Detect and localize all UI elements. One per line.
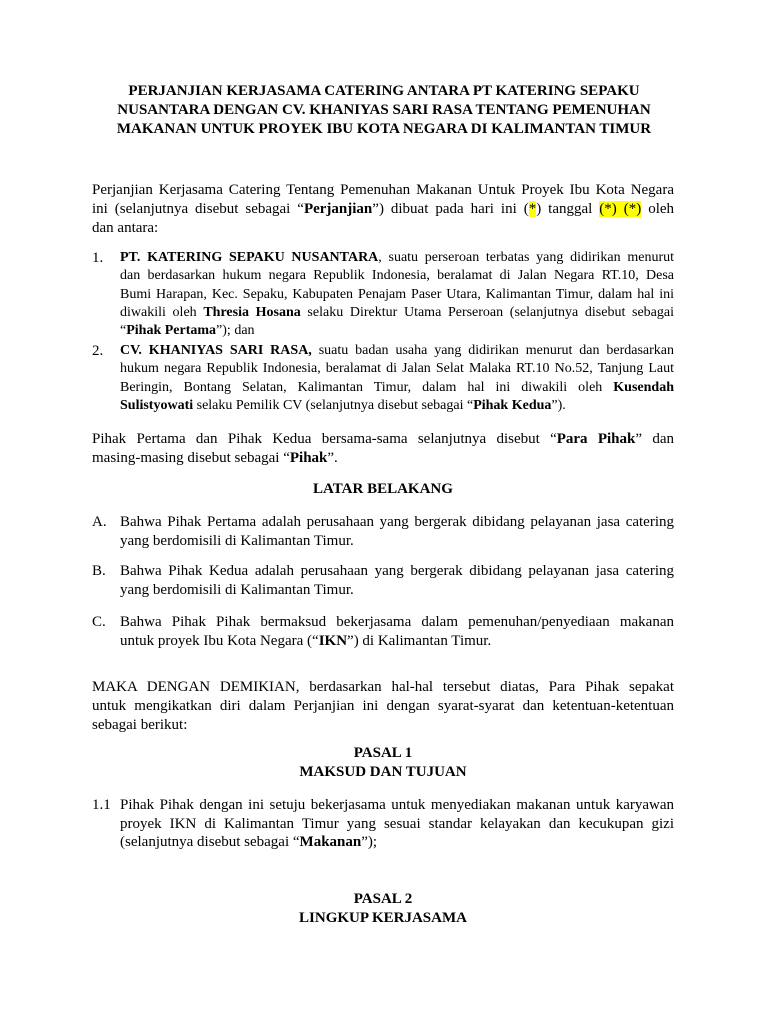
party-line: Bumi Harapan, Kec. Sepaku, Kabupaten Penajam Paser Utara, Kalimantan Timur, dalam hal ini xyxy=(120,286,674,302)
text: Pihak Pertama dan Pihak Kedua bersama-sama selanjutnya disebut “ xyxy=(92,431,557,447)
text: selaku Direktur Utama Perseroan (selanjutnya disebut sebagai xyxy=(300,304,674,320)
text: ”). xyxy=(551,397,566,413)
text: ini (selanjutnya disebut sebagai “ xyxy=(92,201,304,217)
term-para-pihak: Para Pihak xyxy=(556,431,636,447)
party-line xyxy=(120,397,674,415)
party-line: hukum negara Republik Indonesia, beralamat di Jalan Selat Malaka RT.10 No.52, Tanjung Laut xyxy=(120,361,674,377)
text: ”. xyxy=(327,450,338,466)
item-line: Pihak Pihak dengan ini setuju bekerjasama untuk menyediakan makanan untuk karyawan xyxy=(120,797,674,813)
intro-line: Perjanjian Kerjasama Catering Tentang Pemenuhan Makanan Untuk Proyek Ibu Kota Negara xyxy=(92,182,674,198)
term-pihak-kedua: Pihak Kedua xyxy=(473,397,552,413)
heading-text: LATAR BELAKANG xyxy=(313,481,453,497)
text: oleh xyxy=(641,201,675,217)
text: untuk proyek Ibu Kota Negara (“ xyxy=(120,632,319,649)
placeholder-day: * xyxy=(528,201,537,217)
term-pihak-pertama: Pihak Pertama xyxy=(126,323,217,339)
term-pihak: Pihak xyxy=(289,450,328,466)
heading-text: PASAL 1 xyxy=(353,745,413,761)
term-makanan: Makanan xyxy=(299,834,362,850)
party-number: 2. xyxy=(92,343,104,359)
para-line: sebagai berikut: xyxy=(92,717,188,733)
representative-name: Thresia Hosana xyxy=(203,304,301,320)
para-line xyxy=(92,430,674,449)
text: selaku Pemilik CV (selanjutnya disebut sebagai “ xyxy=(193,397,474,413)
heading-text: PASAL 2 xyxy=(353,891,413,907)
item-line: yang berdomisili di Kalimantan Timur. xyxy=(120,532,354,549)
party-line xyxy=(120,342,674,360)
item-letter: B. xyxy=(92,563,106,579)
document-title xyxy=(60,82,708,139)
text: “ xyxy=(120,323,127,339)
item-letter: A. xyxy=(92,514,107,530)
party-line xyxy=(120,304,674,322)
item-number: 1.1 xyxy=(92,797,111,813)
text: masing-masing disebut sebagai “ xyxy=(92,450,290,466)
term-ikn: IKN xyxy=(318,632,348,649)
text: suatu badan usaha yang didirikan menurut dan berdasarkan xyxy=(311,343,674,358)
para-pihak-paragraph xyxy=(92,430,674,468)
intro-line xyxy=(92,200,674,219)
para-line xyxy=(92,449,674,468)
party-line xyxy=(120,322,674,340)
section-heading-latar-belakang xyxy=(92,480,674,499)
party-2 xyxy=(92,342,674,415)
subheading-text: LINGKUP KERJASAMA xyxy=(299,910,467,926)
text: ”) di Kalimantan Timur. xyxy=(347,632,492,649)
representative-name: Kusendah xyxy=(613,379,674,395)
party-line: dan berdasarkan hukum negara Republik Indonesia, beralamat di Jalan Negara RT.10, Desa xyxy=(120,268,674,284)
text: ”); xyxy=(361,834,378,850)
pasal-1-heading xyxy=(92,744,674,782)
item-line: proyek IKN di Kalimantan Timur yang sesuai standar kelayakan dan kecukupan gizi xyxy=(120,815,674,832)
text: ) tanggal xyxy=(536,201,600,217)
item-line: yang berdomisili di Kalimantan Timur. xyxy=(120,581,354,598)
intro-paragraph xyxy=(92,181,674,238)
item-line: Bahwa Pihak Pihak bermaksud bekerjasama dalam pemenuhan/penyediaan makanan xyxy=(120,614,674,630)
party-name: PT. KATERING SEPAKU NUSANTARA xyxy=(120,250,379,265)
intro-line: dan antara: xyxy=(92,220,159,236)
item-line: Bahwa Pihak Pertama adalah perusahaan yang bergerak dibidang pelayanan jasa catering xyxy=(120,514,674,530)
item-letter: C. xyxy=(92,614,106,630)
text: ”) dibuat pada hari ini ( xyxy=(372,201,529,217)
para-line: MAKA DENGAN DEMIKIAN, berdasarkan hal-hal tersebut diatas, Para Pihak sepakat xyxy=(92,679,674,695)
title-line: NUSANTARA DENGAN CV. KHANIYAS SARI RASA TENTANG PEMENUHAN xyxy=(117,102,651,118)
text: ” dan xyxy=(635,431,674,447)
text: , suatu perseroan terbatas yang didirikan menurut xyxy=(378,250,674,265)
maka-paragraph xyxy=(92,678,674,735)
subheading-text: MAKSUD DAN TUJUAN xyxy=(299,764,467,780)
para-line: untuk mengikatkan diri dalam Perjanjian ini dengan syarat-syarat dan ketentuan-ketentuan xyxy=(92,698,674,714)
background-item-c xyxy=(92,613,674,650)
item-line xyxy=(120,833,674,852)
text: Beringin, Bontang Selatan, Kalimantan Timur, dalam hal ini diwakili oleh xyxy=(120,379,614,395)
title-line: PERJANJIAN KERJASAMA CATERING ANTARA PT KATERING SEPAKU xyxy=(128,83,640,99)
text: (selanjutnya disebut sebagai “ xyxy=(120,834,300,850)
background-item-a xyxy=(92,513,674,550)
text: ”); dan xyxy=(216,323,255,339)
pasal-2-heading xyxy=(92,890,674,928)
background-item-b xyxy=(92,562,674,599)
item-line xyxy=(120,632,674,651)
party-line xyxy=(120,249,674,267)
pasal-1-item-1-1 xyxy=(92,796,674,852)
item-line: Bahwa Pihak Kedua adalah perusahaan yang bergerak dibidang pelayanan jasa catering xyxy=(120,563,674,579)
party-1 xyxy=(92,249,674,340)
term-perjanjian: Perjanjian xyxy=(303,201,373,217)
party-line xyxy=(120,379,674,397)
title-line: MAKANAN UNTUK PROYEK IBU KOTA NEGARA DI KALIMANTAN TIMUR xyxy=(116,121,652,137)
text: diwakili oleh xyxy=(120,304,204,320)
party-name: CV. KHANIYAS SARI RASA, xyxy=(120,343,312,358)
party-number: 1. xyxy=(92,250,104,266)
placeholder-date: (*) (*) xyxy=(599,201,642,217)
representative-name: Sulistyowati xyxy=(120,397,194,413)
